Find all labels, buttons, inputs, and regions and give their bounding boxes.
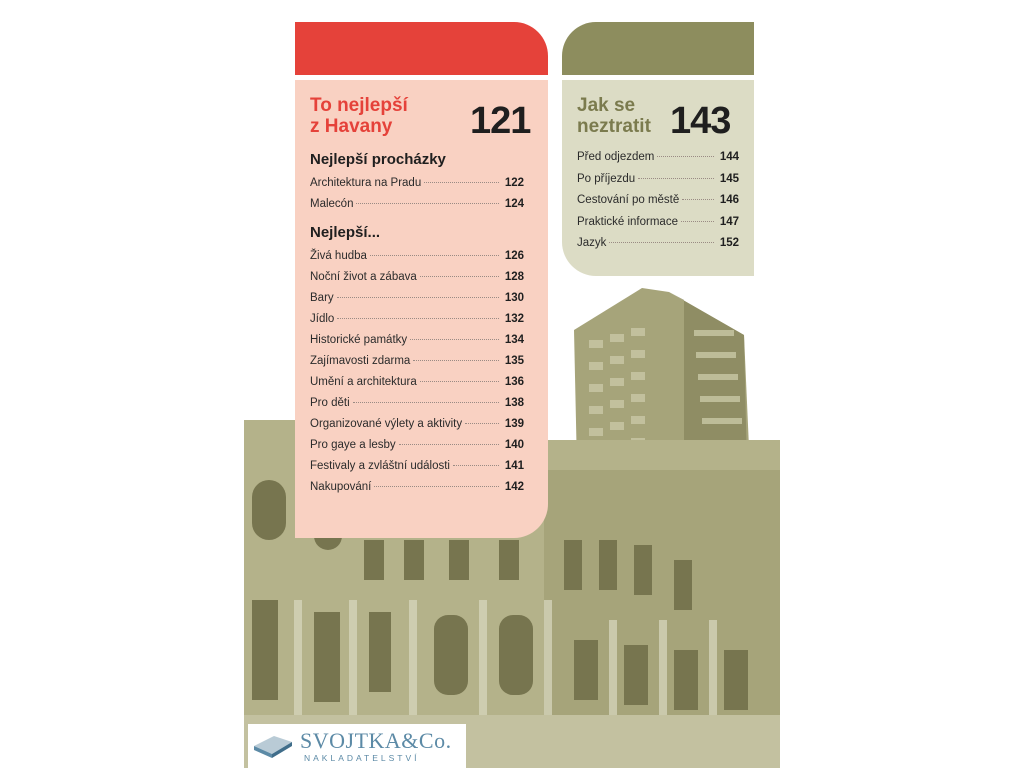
toc-entry[interactable] <box>310 355 524 376</box>
leader-dots <box>638 178 714 179</box>
toc-entry[interactable] <box>577 194 739 216</box>
leader-dots <box>609 242 714 243</box>
toc-label: Malecón <box>310 198 354 210</box>
best-heading: Nejlepší... <box>310 224 381 241</box>
leader-dots <box>370 255 499 256</box>
toc-label: Bary <box>310 292 334 304</box>
best-toc-list <box>310 250 524 502</box>
leader-dots <box>337 318 499 319</box>
toc-label: Nakupování <box>310 481 372 493</box>
toc-label: Zajímavosti zdarma <box>310 355 411 367</box>
toc-entry[interactable] <box>310 397 524 418</box>
toc-page-number: 130 <box>504 292 524 304</box>
toc-page-number: 128 <box>504 271 524 283</box>
section-title-getting-around <box>577 95 677 137</box>
toc-page-number: 138 <box>504 397 524 409</box>
toc-label: Historické památky <box>310 334 408 346</box>
walks-heading: Nejlepší procházky <box>310 151 446 168</box>
leader-dots <box>420 276 499 277</box>
leader-dots <box>410 339 499 340</box>
toc-entry[interactable] <box>310 439 524 460</box>
section-title-line: neztratit <box>577 116 651 137</box>
toc-label: Praktické informace <box>577 215 678 228</box>
toc-page-number: 124 <box>504 198 524 210</box>
toc-entry[interactable] <box>577 151 739 173</box>
leader-dots <box>424 182 499 183</box>
leader-dots <box>413 360 499 361</box>
toc-page-number: 139 <box>504 418 524 430</box>
toc-entry[interactable] <box>310 481 524 502</box>
leader-dots <box>682 199 714 200</box>
leader-dots <box>657 156 714 157</box>
toc-page-number: 126 <box>504 250 524 262</box>
toc-page-number: 147 <box>719 215 739 228</box>
section-page-number: 121 <box>470 100 531 142</box>
toc-page-number: 132 <box>504 313 524 325</box>
leader-dots <box>465 423 499 424</box>
toc-page-number: 122 <box>504 177 524 189</box>
toc-entry[interactable] <box>310 334 524 355</box>
toc-entry[interactable] <box>577 237 739 259</box>
toc-page-number: 134 <box>504 334 524 346</box>
toc-label: Noční život a zábava <box>310 271 417 283</box>
book-page <box>244 0 780 768</box>
toc-entry[interactable] <box>310 250 524 271</box>
toc-entry[interactable] <box>310 198 524 219</box>
toc-entry[interactable] <box>310 177 524 198</box>
toc-entry[interactable] <box>310 271 524 292</box>
toc-label: Festivaly a zvláštní události <box>310 460 450 472</box>
leader-dots <box>453 465 499 466</box>
toc-label: Jazyk <box>577 237 607 249</box>
leader-dots <box>374 486 499 487</box>
toc-entry[interactable] <box>310 292 524 313</box>
leader-dots <box>399 444 499 445</box>
toc-page-number: 141 <box>504 460 524 472</box>
toc-label: Organizované výlety a aktivity <box>310 418 463 430</box>
leader-dots <box>353 402 499 403</box>
toc-page-number: 142 <box>504 481 524 493</box>
leader-dots <box>420 381 499 382</box>
toc-label: Pro děti <box>310 397 350 409</box>
toc-label: Po příjezdu <box>577 172 636 185</box>
toc-entry[interactable] <box>577 216 739 238</box>
toc-page-number: 144 <box>719 151 739 163</box>
toc-page-number: 140 <box>504 439 524 451</box>
toc-page-number: 135 <box>504 355 524 367</box>
section-title-best-of-havana <box>310 95 480 137</box>
toc-entry[interactable] <box>310 376 524 397</box>
toc-entry[interactable] <box>310 418 524 439</box>
toc-page-number: 136 <box>504 376 524 388</box>
toc-entry[interactable] <box>310 460 524 481</box>
toc-label: Umění a architektura <box>310 376 417 388</box>
book-icon <box>252 732 294 760</box>
section-title-line: z Havany <box>310 116 393 137</box>
section-title-line: To nejlepší <box>310 95 408 116</box>
toc-page-number: 145 <box>719 172 739 185</box>
toc-page-number: 146 <box>719 194 739 206</box>
publisher-logo <box>248 724 466 768</box>
toc-entry[interactable] <box>310 313 524 334</box>
toc-entry[interactable] <box>577 173 739 195</box>
leader-dots <box>356 203 499 204</box>
toc-label: Živá hudba <box>310 250 367 262</box>
red-section-tab <box>295 22 548 75</box>
getting-around-toc-list <box>577 151 739 259</box>
toc-page-number: 152 <box>719 237 739 249</box>
toc-label: Jídlo <box>310 313 335 325</box>
publisher-subtitle: NAKLADATELSTVÍ <box>304 753 420 763</box>
section-page-number: 143 <box>670 100 731 142</box>
publisher-name: SVOJTKA&Co. <box>300 728 452 753</box>
walks-toc-list <box>310 177 524 219</box>
toc-label: Cestování po městě <box>577 194 680 206</box>
toc-label: Před odjezdem <box>577 151 655 163</box>
olive-section-tab <box>562 22 754 75</box>
leader-dots <box>681 221 714 222</box>
section-title-line: Jak se <box>577 95 636 116</box>
leader-dots <box>337 297 499 298</box>
toc-label: Pro gaye a lesby <box>310 439 396 451</box>
toc-label: Architektura na Pradu <box>310 177 422 189</box>
